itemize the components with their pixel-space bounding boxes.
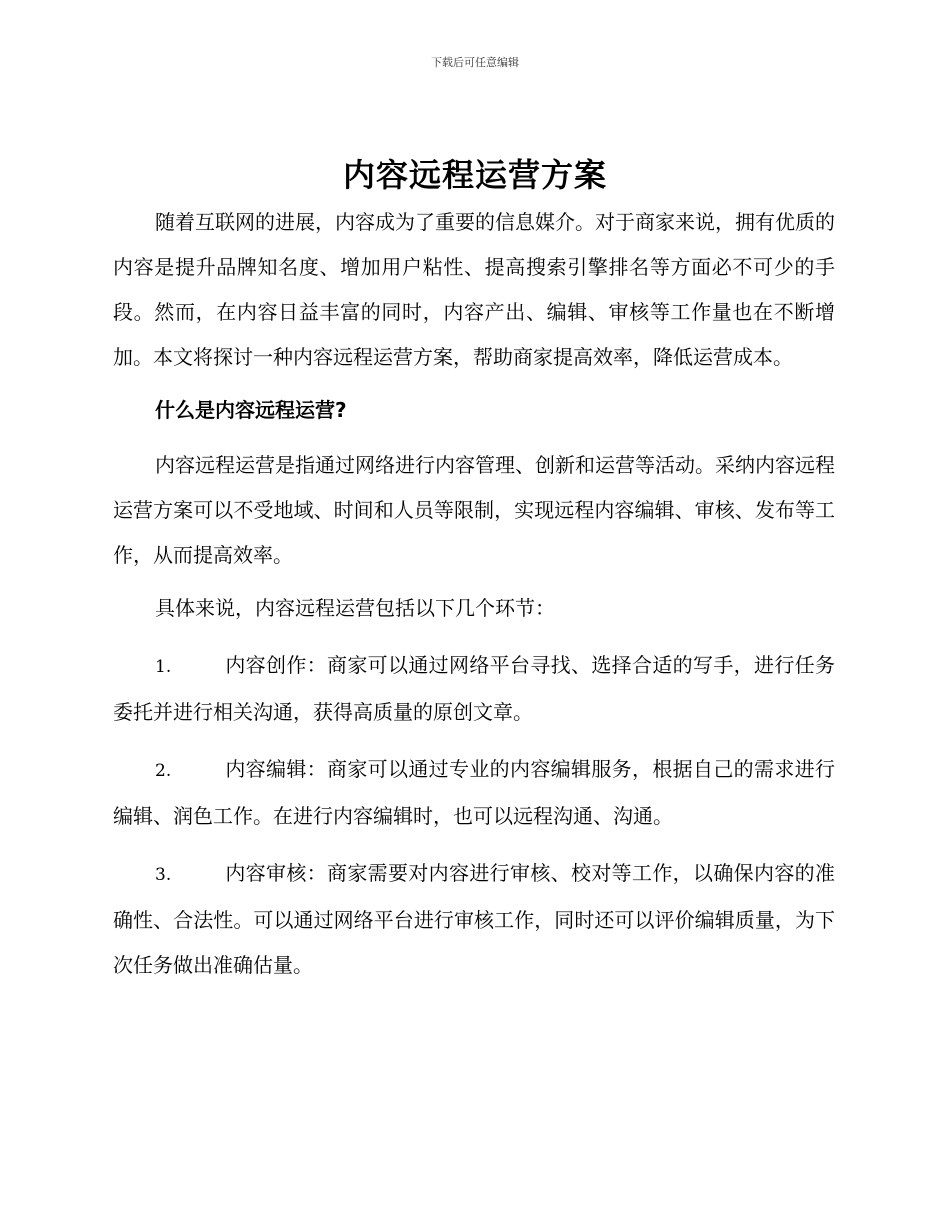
document-title: 内容远程运营方案 [342, 156, 607, 194]
list-number: 2. [155, 761, 172, 781]
list-number: 3. [155, 865, 172, 885]
list-item-text: 内容审核：商家需要对内容进行审核、校对等工作，以确保内容的准确性、合法性。可以通过网络平台进行审核工作，同时还可以评价编辑质量，为下次任务做出准确估量。 [113, 861, 835, 977]
list-item [113, 643, 835, 735]
definition-paragraph: 内容远程运营是指通过网络进行内容管理、创新和运营等活动。采纳内容远程运营方案可以不受地域、时间和人员等限制，实现远程内容编辑、审核、发布等工作，从而提高效率。 [113, 453, 835, 567]
document-body [113, 200, 835, 1000]
section-heading: 什么是内容远程运营? [155, 398, 347, 422]
list-item [113, 747, 835, 839]
list-item-text: 内容编辑：商家可以通过专业的内容编辑服务，根据自己的需求进行编辑、润色工作。在进行内容编辑时，也可以远程沟通、沟通。 [113, 757, 835, 828]
list-item [113, 851, 835, 988]
header-note: 下载后可任意编辑 [431, 56, 519, 69]
intro-paragraph: 随着互联网的进展，内容成为了重要的信息媒介。对于商家来说，拥有优质的内容是提升品牌知名度、增加用户粘性、提高搜索引擎排名等方面必不可少的手段。然而，在内容日益丰富的同时，内容产出、编辑、审核等工作量也在不断增加。本文将探讨一种内容远程运营方案，帮助商家提高效率，降低运营成本。 [113, 210, 835, 369]
list-number: 1. [155, 657, 172, 677]
list-item-text: 内容创作：商家可以通过网络平台寻找、选择合适的写手，进行任务委托并进行相关沟通，获得高质量的原创文章。 [113, 653, 835, 724]
steps-lead-paragraph: 具体来说，内容远程运营包括以下几个环节： [155, 596, 555, 620]
